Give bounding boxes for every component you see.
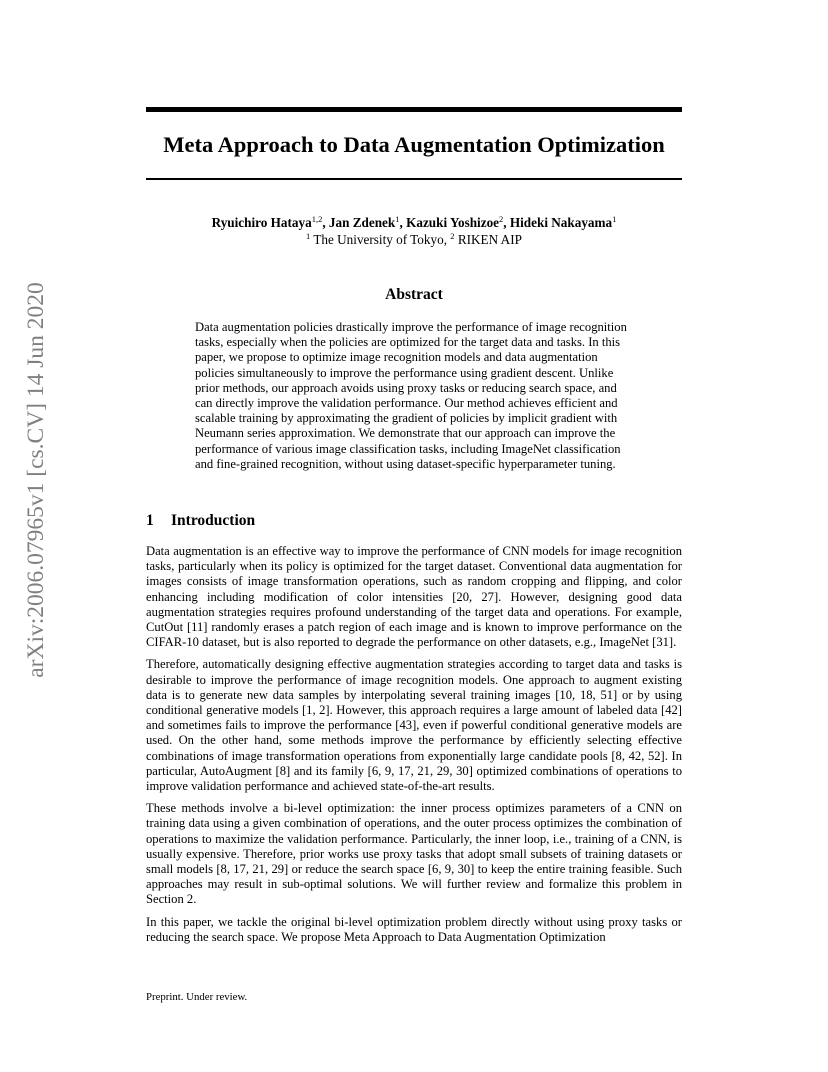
affiliations: $^1$ The University of Tokyo, $^2$ RIKEN AIP [306,231,522,247]
paragraph: These methods involve a bi-level optimization: the inner process optimizes parameters of a CNN on training data using a given combination of operations, and the outer process optimizes the combination of operations to maximize the validation performance. Particularly, the inner loop, i.e., training of a CNN, is usually expensive. Therefore, prior works use proxy tasks that adopt small subsets of training datasets or small models [8, 17, 21, 29] or reduce the search space [6, 9, 30] to keep the entire training feasible. Such approaches may result in sub-optimal solutions. We will further review and formalize this problem in Section 2. [146,801,682,907]
author-name: Kazuki Yoshizoe [406,215,500,230]
author-affiliation-mark: 1 [395,214,400,224]
author-name: Jan Zdenek [328,215,396,230]
section-body [146,544,682,952]
paragraph: In this paper, we tackle the original bi-level optimization problem directly without using proxy tasks or reducing the search space. We propose Meta Approach to Data Augmentation Optimization [146,914,682,944]
author-name: Hideki Nakayama [509,215,613,230]
affiliation-name: RIKEN AIP [457,232,522,247]
affiliation-mark: 2 [450,231,455,241]
section-title: Introduction [171,512,256,529]
paragraph: Therefore, automatically designing effective augmentation strategies according to target data and tasks is desirable to improve the performance of image recognition models. One approach to augment existing data is to generate new data samples by interpolating several training images [10, 18, 51] or by using conditional generative models [1, 2]. However, this approach requires a large amount of labeled data [42] and sometimes fails to improve the performance [43], even if powerful conditional generative models are used. On the other hand, some methods improve the performance by efficiently selecting effective combinations of image transformation operations from exponentially large candidate pools [8, 42, 52]. In particular, AutoAugment [8] and its family [6, 9, 17, 21, 29, 30] optimized combinations of operations to improve validation performance and achieved state-of-the-art results. [146,657,682,794]
paper-title: Meta Approach to Data Augmentation Optimization [163,132,665,157]
author-affiliation-mark: 2 [499,214,504,224]
footer-note: Preprint. Under review. [146,991,248,1003]
title-top-rule [146,107,682,112]
author-name: Ryuichiro Hataya [211,215,312,230]
affiliation-name: The University of Tokyo [313,232,444,247]
abstract-text: Data augmentation policies drastically improve the performance of image recognition tasks, especially when the policies are optimized for the target data and tasks. In this paper, we propose to optimize image recognition models and data augmentation policies simultaneously to improve the performance using gradient descent. Unlike prior methods, our approach avoids using proxy tasks or reducing search space, and can directly improve the validation performance. Our method achieves efficient and scalable training by approximating the gradient of policies by implicit gradient with Neumann series approximation. We demonstrate that our approach can improve the performance of various image classification tasks, including ImageNet classification and fine-grained recognition, without using dataset-specific hyperparameter tuning. [195,320,627,471]
author-affiliation-mark: 1,2 [311,214,323,224]
paragraph: Data augmentation is an effective way to improve the performance of CNN models for image recognition tasks, particularly when its policy is optimized for the target dataset. Conventional data augmentation for images consists of image transformation operations, such as random cropping and flipping, and color enhancing including modification of color intensities [20, 27]. However, designing good data augmentation strategies requires profound understanding of the target data and operations. For example, CutOut [11] randomly erases a patch region of each image and is known to improve performance on the CIFAR-10 dataset, but is also reported to degrade the performance on other datasets, e.g., ImageNet [31]. [146,544,682,650]
arxiv-identifier: arXiv:2006.07965v1 [cs.CV] 14 Jun 2020 [23,282,49,678]
section-heading [146,511,255,531]
author-list: Ryuichiro Hataya$^{1,2}$, Jan Zdenek$^1$, Kazuki Yoshizoe$^2$, Hideki Nakayama$^1$ [211,214,617,230]
section-number: 1 [146,512,154,529]
affiliation-mark: 1 [306,231,311,241]
title-bottom-rule [146,178,682,180]
abstract-heading: Abstract [385,286,443,303]
author-affiliation-mark: 1 [612,214,617,224]
